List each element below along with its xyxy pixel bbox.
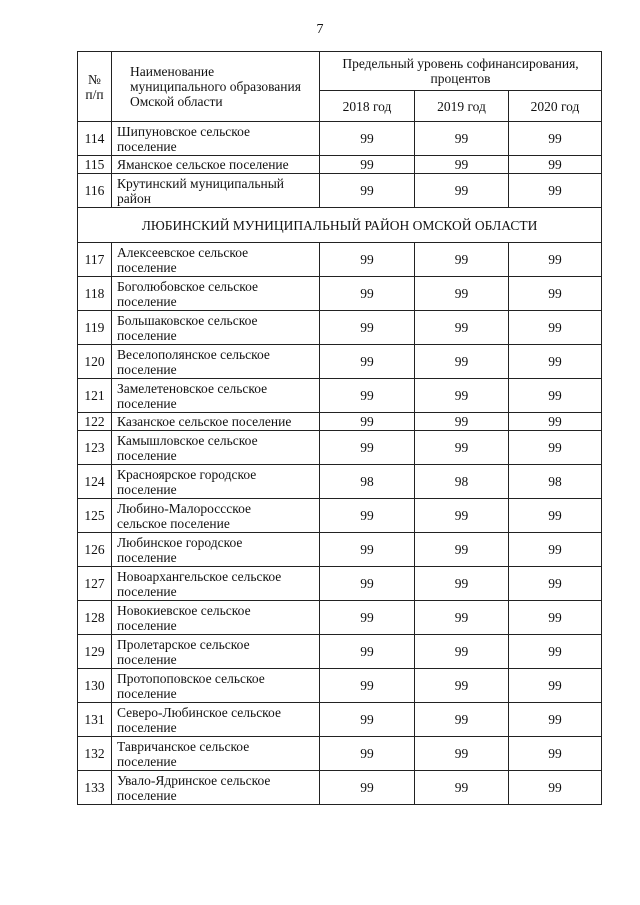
municipality-name: Яманское сельское поселение [112, 156, 320, 174]
value-2019: 99 [415, 635, 509, 669]
value-2019: 99 [415, 669, 509, 703]
municipality-name: Увало-Ядринское сельское поселение [112, 771, 320, 805]
value-2018: 99 [320, 345, 415, 379]
municipality-name: Замелетеновское сельское поселение [112, 379, 320, 413]
table-row [78, 122, 602, 156]
value-2018: 99 [320, 601, 415, 635]
table-row [78, 669, 602, 703]
municipality-name: Камышловское сельское поселение [112, 431, 320, 465]
table-row [78, 533, 602, 567]
row-number: 128 [78, 601, 112, 635]
row-number: 132 [78, 737, 112, 771]
row-number: 130 [78, 669, 112, 703]
row-number: 117 [78, 243, 112, 277]
header-year-2018: 2018 год [320, 91, 415, 122]
value-2019: 99 [415, 533, 509, 567]
value-2019: 99 [415, 567, 509, 601]
section-title: ЛЮБИНСКИЙ МУНИЦИПАЛЬНЫЙ РАЙОН ОМСКОЙ ОБЛАСТИ [78, 208, 602, 243]
value-2019: 99 [415, 311, 509, 345]
row-number: 131 [78, 703, 112, 737]
table-row [78, 277, 602, 311]
value-2019: 99 [415, 771, 509, 805]
municipality-name: Крутинский муниципальный район [112, 174, 320, 208]
section-row [78, 208, 602, 243]
row-number: 125 [78, 499, 112, 533]
value-2020: 99 [509, 379, 602, 413]
value-2019: 99 [415, 431, 509, 465]
value-2019: 98 [415, 465, 509, 499]
value-2018: 99 [320, 431, 415, 465]
row-number: 115 [78, 156, 112, 174]
table-row [78, 413, 602, 431]
value-2020: 99 [509, 533, 602, 567]
header-year-2020: 2020 год [509, 91, 602, 122]
page-number: 7 [316, 22, 324, 37]
value-2019: 99 [415, 499, 509, 533]
value-2018: 99 [320, 156, 415, 174]
table-row [78, 174, 602, 208]
value-2018: 99 [320, 413, 415, 431]
municipality-name: Новоархангельское сельское поселение [112, 567, 320, 601]
value-2020: 99 [509, 122, 602, 156]
value-2020: 99 [509, 669, 602, 703]
row-number: 120 [78, 345, 112, 379]
table-row [78, 243, 602, 277]
value-2019: 99 [415, 413, 509, 431]
row-number: 116 [78, 174, 112, 208]
value-2020: 99 [509, 635, 602, 669]
row-number: 122 [78, 413, 112, 431]
municipality-name: Пролетарское сельское поселение [112, 635, 320, 669]
row-number: 126 [78, 533, 112, 567]
value-2018: 99 [320, 277, 415, 311]
table-row [78, 431, 602, 465]
cofinancing-table [77, 51, 602, 805]
municipality-name: Протопоповское сельское поселение [112, 669, 320, 703]
municipality-name: Шипуновское сельское поселение [112, 122, 320, 156]
value-2020: 99 [509, 174, 602, 208]
value-2019: 99 [415, 277, 509, 311]
value-2020: 99 [509, 156, 602, 174]
table-row [78, 465, 602, 499]
header-cofinancing-level: Предельный уровень софинансирования, процентов [320, 52, 602, 91]
municipality-name: Новокиевское сельское поселение [112, 601, 320, 635]
value-2019: 99 [415, 243, 509, 277]
municipality-name: Веселополянское сельское поселение [112, 345, 320, 379]
value-2019: 99 [415, 703, 509, 737]
value-2018: 99 [320, 635, 415, 669]
table-row [78, 345, 602, 379]
value-2018: 99 [320, 311, 415, 345]
value-2019: 99 [415, 737, 509, 771]
table-row [78, 737, 602, 771]
value-2020: 99 [509, 601, 602, 635]
value-2018: 99 [320, 174, 415, 208]
row-number: 124 [78, 465, 112, 499]
value-2019: 99 [415, 122, 509, 156]
municipality-name: Любино-Малороссское сельское поселение [112, 499, 320, 533]
table-row [78, 601, 602, 635]
value-2020: 99 [509, 413, 602, 431]
value-2018: 99 [320, 499, 415, 533]
table-row [78, 703, 602, 737]
value-2020: 99 [509, 431, 602, 465]
value-2020: 99 [509, 499, 602, 533]
row-number: 121 [78, 379, 112, 413]
value-2018: 99 [320, 567, 415, 601]
value-2018: 99 [320, 669, 415, 703]
value-2019: 99 [415, 156, 509, 174]
table-row [78, 567, 602, 601]
municipality-name: Казанское сельское поселение [112, 413, 320, 431]
row-number: 118 [78, 277, 112, 311]
municipality-name: Тавричанское сельское поселение [112, 737, 320, 771]
value-2018: 99 [320, 533, 415, 567]
value-2019: 99 [415, 379, 509, 413]
value-2018: 99 [320, 703, 415, 737]
value-2020: 99 [509, 311, 602, 345]
value-2018: 99 [320, 243, 415, 277]
value-2020: 99 [509, 243, 602, 277]
municipality-name: Алексеевское сельское поселение [112, 243, 320, 277]
value-2020: 99 [509, 345, 602, 379]
header-year-2019: 2019 год [415, 91, 509, 122]
row-number: 123 [78, 431, 112, 465]
value-2020: 99 [509, 277, 602, 311]
row-number: 129 [78, 635, 112, 669]
table-row [78, 635, 602, 669]
value-2020: 99 [509, 737, 602, 771]
value-2020: 99 [509, 567, 602, 601]
municipality-name: Большаковское сельское поселение [112, 311, 320, 345]
value-2019: 99 [415, 174, 509, 208]
row-number: 119 [78, 311, 112, 345]
value-2018: 99 [320, 771, 415, 805]
value-2018: 99 [320, 379, 415, 413]
value-2018: 99 [320, 737, 415, 771]
row-number: 127 [78, 567, 112, 601]
value-2020: 99 [509, 703, 602, 737]
value-2018: 98 [320, 465, 415, 499]
value-2020: 98 [509, 465, 602, 499]
municipality-name: Красноярское городское поселение [112, 465, 320, 499]
table-row [78, 311, 602, 345]
header-municipality-name: Наименование муниципального образования Омской области [112, 52, 320, 122]
header-number: № п/п [78, 52, 112, 122]
table-row [78, 156, 602, 174]
table-row [78, 771, 602, 805]
value-2020: 99 [509, 771, 602, 805]
municipality-name: Северо-Любинское сельское поселение [112, 703, 320, 737]
municipality-name: Любинское городское поселение [112, 533, 320, 567]
row-number: 133 [78, 771, 112, 805]
value-2019: 99 [415, 601, 509, 635]
table-row [78, 379, 602, 413]
table-row [78, 499, 602, 533]
row-number: 114 [78, 122, 112, 156]
value-2019: 99 [415, 345, 509, 379]
municipality-name: Боголюбовское сельское поселение [112, 277, 320, 311]
value-2018: 99 [320, 122, 415, 156]
